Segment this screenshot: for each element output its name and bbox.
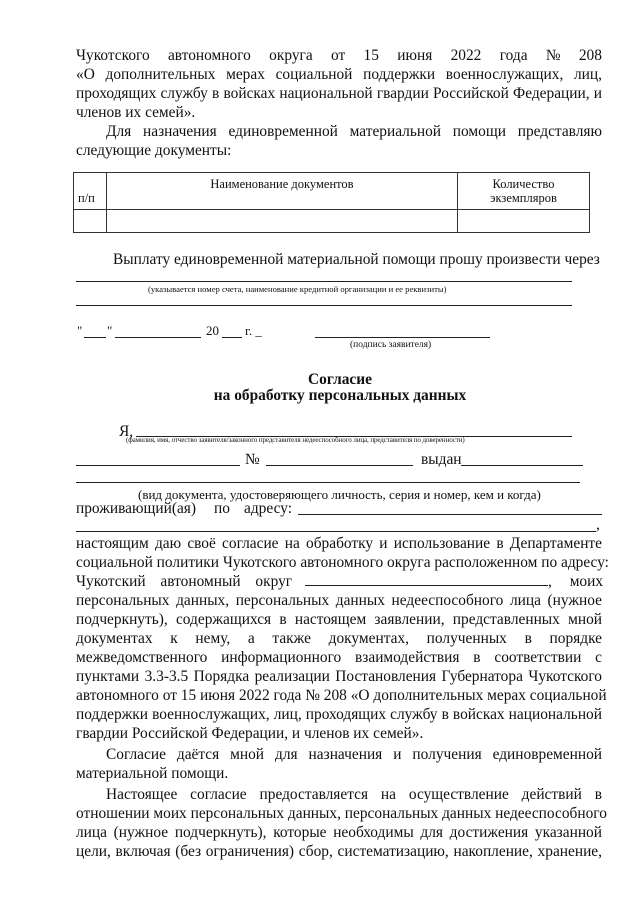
table-cell[interactable] (458, 210, 590, 233)
consent-p3-line: цели, включая (без ограничения) сбор, систематизацию, накопление, хранение, (76, 843, 602, 860)
intro-word: № (545, 47, 561, 64)
address-line-1[interactable] (298, 514, 602, 515)
intro-word: автономного (167, 47, 251, 64)
intro-word: 208 (578, 47, 602, 64)
doc-details-line[interactable] (76, 482, 580, 483)
consent-line: документах к нему, а также документах, полученных в порядке (76, 630, 602, 647)
date-year-line[interactable] (222, 337, 242, 338)
documents-table (73, 172, 590, 233)
doc-number-line[interactable] (266, 465, 413, 466)
signature-hint: (подпись заявителя) (350, 340, 432, 350)
date-day-line[interactable] (84, 337, 106, 338)
address-word-1: проживающий(ая) (76, 500, 196, 517)
intro-line-3: проходящих службу в войсках национальной гвардии Российской Федерации, и (76, 85, 602, 102)
consent-subtitle: на обработку персональных данных (213, 387, 467, 404)
consent-p3-line: отношении моих персональных данных, персональных данных недееспособного (76, 805, 607, 822)
region-address-line[interactable] (305, 585, 548, 586)
table-header-number: п/п (74, 173, 107, 210)
date-year-prefix: 20 (206, 323, 219, 338)
intro-word: года (499, 47, 528, 64)
region-suffix: , моих (548, 573, 604, 590)
fio-hint: (фамилия, имя, отчество заявителя/законного представителя недееспособного лица, представителя по доверенности) (126, 436, 465, 444)
intro-word: Чукотского (76, 47, 150, 64)
signature-line[interactable] (315, 337, 490, 338)
intro-word: 2022 (450, 47, 482, 64)
address-line-2[interactable] (76, 531, 596, 532)
consent-p3-line: Настоящее согласие предоставляется на осуществление действий в (106, 786, 602, 803)
consent-title: Согласие (308, 371, 372, 388)
date-quote-open: " (77, 323, 83, 338)
intro-line-1 (76, 46, 602, 65)
consent-p3-line: лица (нужное подчеркнуть), которые необходимы для достижения указанной (76, 824, 602, 841)
address-word-2: по (214, 500, 230, 517)
date-quote-close: " (107, 323, 113, 338)
consent-line: поддержки военнослужащих, лиц, проходящих службу в войсках национальной (76, 706, 602, 723)
consent-line-last: гвардии Российской Федерации, и членов их семей». (76, 725, 424, 742)
doc-number-label: № (245, 451, 260, 468)
doc-type-line[interactable] (76, 465, 240, 466)
table-header-name: Наименование документов (107, 173, 458, 210)
intro-word: 15 (363, 47, 379, 64)
payment-account-hint: (указывается номер счета, наименование кредитной организации и ее реквизиты) (148, 284, 447, 294)
consent-p2-line2: материальной помощи. (76, 765, 229, 782)
consent-line: автономного от 15 июня 2022 года № 208 «О дополнительных мерах социальной (76, 687, 607, 704)
table-header-count-line2: экземпляров (490, 191, 557, 205)
payment-request: Выплату единовременной материальной помощи прошу произвести через (113, 251, 600, 268)
table-header-count (458, 173, 590, 210)
consent-line: социальной политики Чукотского автономного округа расположенном по адресу: (76, 554, 609, 571)
table-header-row (74, 173, 590, 210)
address-word-3: адресу: (244, 500, 292, 517)
consent-line: пунктами 3.3-3.5 Порядка реализации Постановления Губернатора Чукотского (76, 668, 602, 685)
payment-account-line[interactable] (76, 281, 572, 282)
intro-line-4: членов их семей». (76, 104, 196, 121)
consent-line: межведомственного информационного взаимодействия в соответствии с (76, 649, 602, 666)
consent-line-region (76, 572, 602, 591)
consent-line: настоящим даю своё согласие на обработку и использование в Департаменте (76, 535, 602, 552)
date-year-suffix: г. _ (245, 323, 262, 338)
doc-issued-label: выдан (421, 451, 462, 468)
intro-word: июня (397, 47, 433, 64)
intro-word: от (330, 47, 346, 64)
consent-p2-line1: Согласие даётся мной для назначения и получения единовременной (106, 746, 602, 763)
consent-ya: Я, (119, 423, 134, 440)
region-text: Чукотский автономный округ (76, 573, 293, 590)
table-row (74, 210, 590, 233)
address-comma: , (596, 516, 600, 533)
consent-line: подчеркнуть), содержащихся в настоящем заявлении, представленных мной (76, 611, 602, 628)
intro-line-2: «О дополнительных мерах социальной поддержки военнослужащих, лиц, (76, 66, 602, 83)
intro-line-6: следующие документы: (76, 142, 232, 159)
consent-line: персональных данных, персональных данных недееспособного лица (нужное (76, 592, 602, 609)
date-month-line[interactable] (115, 337, 201, 338)
doc-hint: (вид документа, удостоверяющего личность, серия и номер, кем и когда) (138, 487, 541, 502)
payment-extra-line[interactable] (76, 305, 572, 306)
intro-word: округа (269, 47, 313, 64)
intro-line-5: Для назначения единовременной материальной помощи представляю (106, 123, 602, 140)
table-header-count-line1: Количество (492, 177, 555, 191)
table-cell[interactable] (107, 210, 458, 233)
doc-issued-line[interactable] (461, 465, 583, 466)
table-cell[interactable] (74, 210, 107, 233)
